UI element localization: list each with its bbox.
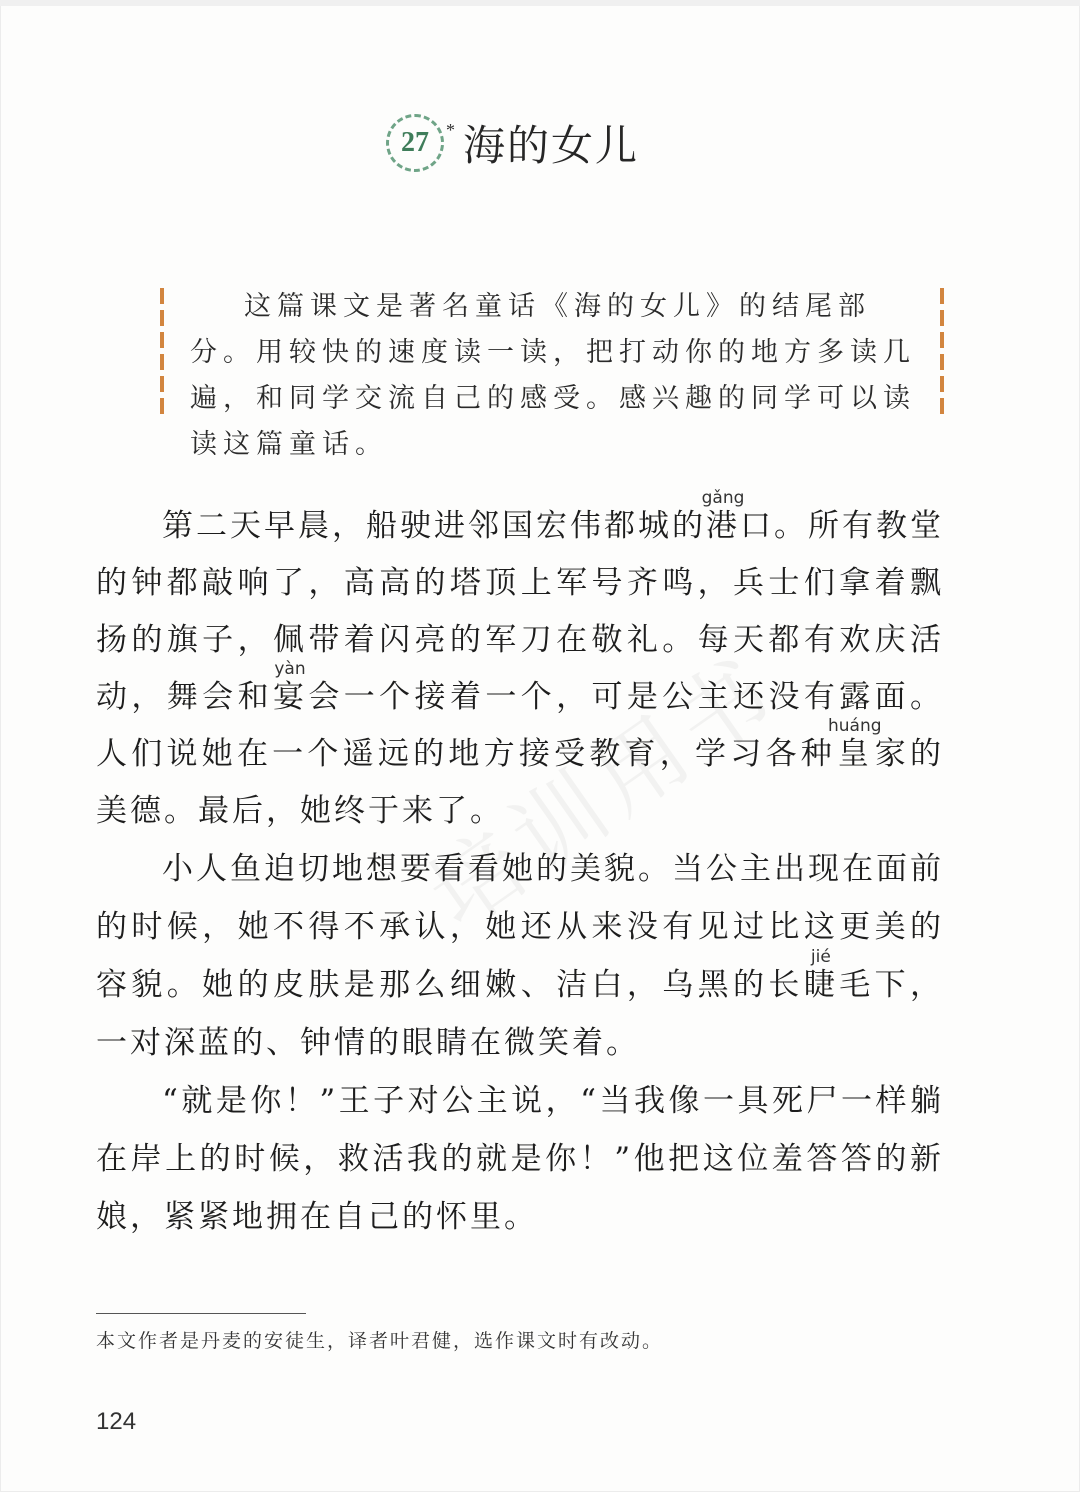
top-edge — [0, 0, 1080, 6]
lesson-number-badge — [386, 114, 444, 172]
lesson-heading — [386, 108, 639, 178]
p1-ruby-pinyin-2: yàn — [272, 659, 307, 679]
p2-ruby-char-1: 睫 — [803, 967, 840, 1003]
p1-segment-1: 第二天早晨，船驶进邻国宏伟都城的 — [162, 508, 706, 544]
p1-ruby-char-3: 皇 — [827, 736, 882, 772]
pinyin-yan — [272, 659, 309, 715]
lesson-body — [96, 490, 944, 1246]
p1-ruby-pinyin-1: gǎng — [701, 488, 745, 508]
paragraph-1 — [96, 490, 944, 840]
p1-ruby-char-1: 港 — [701, 508, 745, 544]
footnote: 本文作者是丹麦的安徒生，译者叶君健，选作课文时有改动。 — [96, 1330, 664, 1352]
page-number: 124 — [96, 1408, 137, 1435]
intro-bar-left — [160, 288, 164, 416]
intro-box — [160, 284, 944, 460]
p1-ruby-char-2: 宴 — [272, 679, 309, 715]
p1-segment-3: 会一个接着一个，可是公主还没有露面。人们说她在一个遥远的地方接受教育，学习各种 — [96, 679, 945, 772]
p1-ruby-pinyin-3: huáng — [827, 716, 882, 736]
intro-text: 这篇课文是著名童话《海的女儿》的结尾部分。用较快的速度读一读，把打动你的地方多读几遍，和同学交流自己的感受。感兴趣的同学可以读读这篇童话。 — [190, 291, 916, 460]
intro-bar-right — [940, 288, 944, 416]
pinyin-gang — [701, 488, 745, 544]
pinyin-huang — [827, 716, 882, 772]
paragraph-3: “就是你！”王子对公主说，“当我像一具死尸一样躺在岸上的时候，救活我的就是你！”他把这位羞答答的新娘，紧紧地拥在自己的怀里。 — [96, 1083, 944, 1235]
p2-segment-1: 小人鱼迫切地想要看看她的美貌。当公主出现在面前的时候，她不得不承认，她还从来没有见过比这更美的容貌。她的皮肤是那么细嫩、洁白，乌黑的长 — [96, 851, 944, 1003]
p1-segment-4: 家的美德。最后，她终于来了。 — [96, 736, 944, 829]
paragraph-2 — [96, 840, 944, 1072]
pinyin-jie — [803, 947, 840, 1003]
lesson-star-mark: * — [446, 119, 455, 140]
p2-ruby-pinyin-1: jié — [803, 947, 838, 967]
p2-segment-2: 毛下，一对深蓝的、钟情的眼睛在微笑着。 — [96, 967, 945, 1061]
lesson-title: 海的女儿 — [463, 121, 640, 170]
footnote-rule — [96, 1313, 306, 1314]
lesson-number: 27 — [401, 127, 429, 158]
p1-segment-2: 口。所有教堂的钟都敲响了，高高的塔顶上军号齐鸣，兵士们拿着飘扬的旗子，佩带着闪亮的军刀在敬礼。每天都有欢庆活动，舞会和 — [96, 508, 944, 715]
